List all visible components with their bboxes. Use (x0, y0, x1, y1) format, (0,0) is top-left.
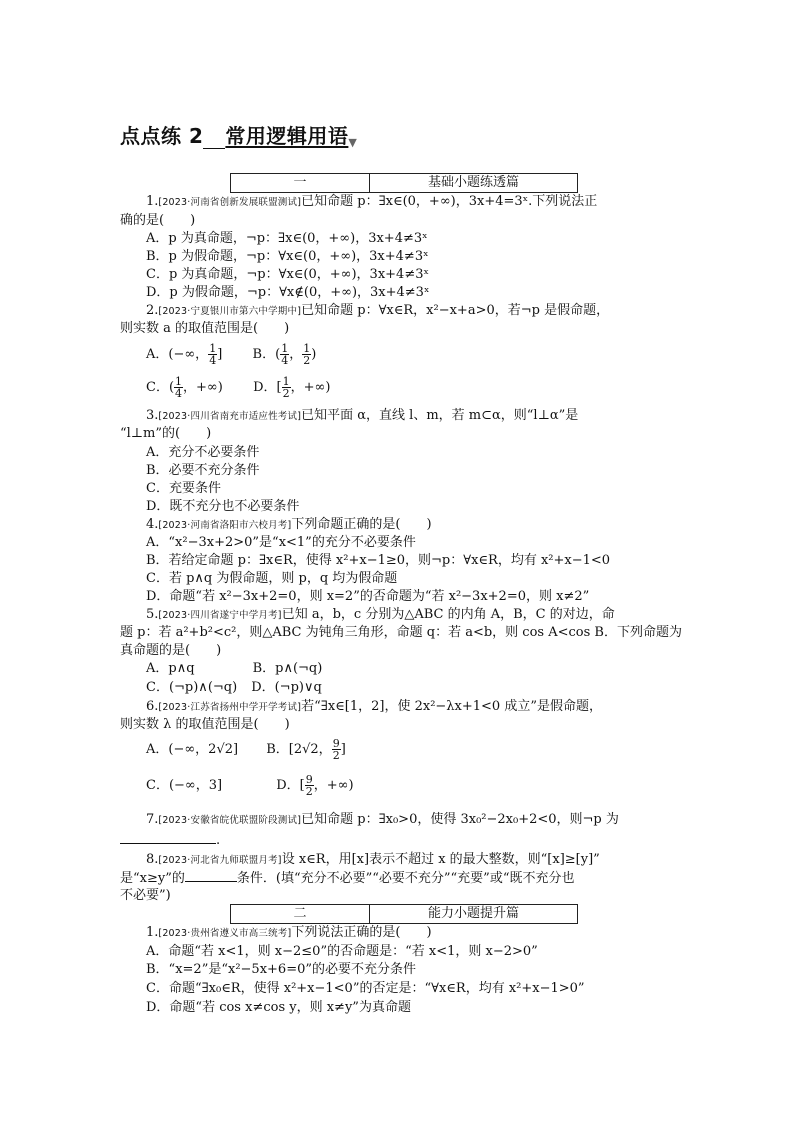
question-6-options-cd: C．(−∞，3] D．[ $\frac{9}{2}$ ，+∞) (146, 773, 354, 798)
question-source: [2023·河北省九师联盟月考] (158, 855, 282, 866)
question-6-line-2: 则实数 λ 的取值范围是( ) (120, 717, 290, 732)
section2-question-1-option-c: C．命题“∃x₀∈R，使得 x²+x−1<0”的否定是：“∀x∈R，均有 x²+x−1>0” (146, 981, 585, 996)
question-5-line-2: 题 p：若 a²+b²<c²，则△ABC 为钝角三角形，命题 q：若 a<b，则 cos A<cos B．下列命题为 (120, 625, 682, 640)
question-8-line-2: 是“x≥y”的 条件．(填“充分不必要”“必要不充分”“充要”或“既不充分也 (120, 871, 575, 886)
question-4-option-b: B．若给定命题 p：∃x∈R，使得 x²+x−1≥0，则¬p：∀x∈R，均有 x²+x−1<0 (146, 553, 611, 568)
question-source: [2023·宁夏银川市第六中学期中] (158, 306, 302, 317)
question-5-options-ab: A．p∧q B．p∧(¬q) (146, 661, 323, 676)
question-3-line-1: 3.[2023·四川省南充市适应性考试]已知平面 α，直线 l、m，若 m⊂α，则“l⊥α”是 (146, 408, 579, 423)
question-1-line-1: 1.[2023·河南省创新发展联盟测试]已知命题 p：∃x∈(0，+∞)，3x+4=3ˣ.下列说法正 (146, 194, 598, 209)
question-3-line-2: “l⊥m”的( ) (120, 426, 212, 441)
question-4-line-1: 4.[2023·河南省洛阳市六校月考]下列命题正确的是( ) (146, 517, 432, 532)
question-5-options-cd: C．(¬p)∧(¬q) D．(¬p)∨q (146, 680, 322, 695)
question-1-option-a: A．p 为真命题，¬p：∃x∈(0，+∞)，3x+4≠3ˣ (146, 231, 428, 246)
question-4-option-a: A．“x²−3x+2>0”是“x<1”的充分不必要条件 (146, 535, 416, 550)
title-main: 常用逻辑用语 (225, 124, 349, 148)
section2-question-1-option-a: A．命题“若 x<1，则 x−2≤0”的否命题是：“若 x<1，则 x−2>0” (146, 944, 538, 959)
question-source: [2023·贵州省遵义市高三统考] (158, 928, 292, 939)
answer-blank[interactable] (185, 869, 237, 882)
question-6-options-ab: A．(−∞，2√2] B．[2√2， $\frac{9}{2}$ ] (146, 737, 346, 762)
question-2-line-2: 则实数 a 的取值范围是( ) (120, 321, 290, 336)
title-separator (203, 130, 225, 149)
section-name: 能力小题提升篇 (427, 906, 519, 921)
question-7-line-1: 7.[2023·安徽省皖优联盟阶段测试]已知命题 p：∃x₀>0，使得 3x₀²−2x₀+2<0，则¬p 为 (146, 812, 619, 827)
question-1-line-2: 确的是( ) (120, 213, 196, 228)
question-3-option-c: C．充要条件 (146, 481, 221, 496)
question-3-option-a: A．充分不必要条件 (146, 445, 260, 460)
question-4-option-d: D．命题“若 x²−3x+2=0，则 x=2”的否命题为“若 x²−3x+2=0，则 x≠2” (146, 589, 590, 604)
question-source: [2023·四川省南充市适应性考试] (158, 411, 302, 422)
question-7-line-2: . (120, 831, 220, 849)
question-1-option-d: D．p 为假命题，¬p：∀x∉(0，+∞)，3x+4≠3ˣ (146, 285, 430, 300)
title-prefix: 点点练 2 (120, 124, 204, 148)
question-source: [2023·江苏省扬州中学开学考试] (158, 702, 302, 713)
section2-question-1-option-d: D．命题“若 cos x≠cos y，则 x≠y”为真命题 (146, 1000, 411, 1015)
question-5-line-3: 真命题的是( ) (120, 643, 222, 658)
section2-question-1-option-b: B．“x=2”是“x²−5x+6=0”的必要不充分条件 (146, 962, 416, 977)
question-4-option-c: C．若 p∧q 为假命题，则 p，q 均为假命题 (146, 571, 398, 586)
question-source: [2023·河南省洛阳市六校月考] (158, 520, 292, 531)
question-source: [2023·四川省遂宁中学月考] (158, 610, 282, 621)
section-name: 基础小题练透篇 (427, 175, 519, 190)
dropdown-triangle-icon: ▼ (348, 136, 358, 149)
question-2-options-ab: A．(−∞， $\frac{1}{4}$ ] B．( $\frac{1}{4}$ ， $\frac{1}{2}$ ) (146, 342, 317, 367)
section2-question-1-line-1: 1.[2023·贵州省遵义市高三统考]下列说法正确的是( ) (146, 925, 432, 940)
question-3-option-d: D．既不充分也不必要条件 (146, 499, 300, 514)
section-number: 二 (231, 905, 370, 923)
question-2-line-1: 2.[2023·宁夏银川市第六中学期中]已知命题 p：∀x∈R，x²−x+a>0，若¬p 是假命题， (146, 303, 610, 318)
question-3-option-b: B．必要不充分条件 (146, 463, 260, 478)
question-8-line-3: 不必要”) (120, 888, 171, 903)
question-source: [2023·安徽省皖优联盟阶段测试] (158, 815, 302, 826)
question-1-option-b: B．p 为假命题，¬p：∀x∈(0，+∞)，3x+4≠3ˣ (146, 249, 429, 264)
question-6-line-1: 6.[2023·江苏省扬州中学开学考试]若“∃x∈[1，2]，使 2x²−λx+1<0 成立”是假命题， (146, 699, 602, 714)
question-1-option-c: C．p 为真命题，¬p：∀x∈(0，+∞)，3x+4≠3ˣ (146, 267, 429, 282)
question-source: [2023·河南省创新发展联盟测试] (158, 197, 302, 208)
question-8-line-1: 8.[2023·河北省九师联盟月考]设 x∈R，用[x]表示不超过 x 的最大整数，则“[x]≥[y]” (146, 852, 600, 867)
question-5-line-1: 5.[2023·四川省遂宁中学月考]已知 a，b，c 分别为△ABC 的内角 A，B，C 的对边，命 (146, 607, 615, 622)
section-header-advanced (230, 904, 578, 924)
page-title (120, 120, 357, 149)
question-2-options-cd: C．( $\frac{1}{4}$ ，+∞) D．[ $\frac{1}{2}$ ，+∞) (146, 375, 331, 400)
section-header-basic (230, 173, 578, 193)
section-number: 一 (231, 174, 370, 192)
answer-blank[interactable] (120, 831, 216, 844)
